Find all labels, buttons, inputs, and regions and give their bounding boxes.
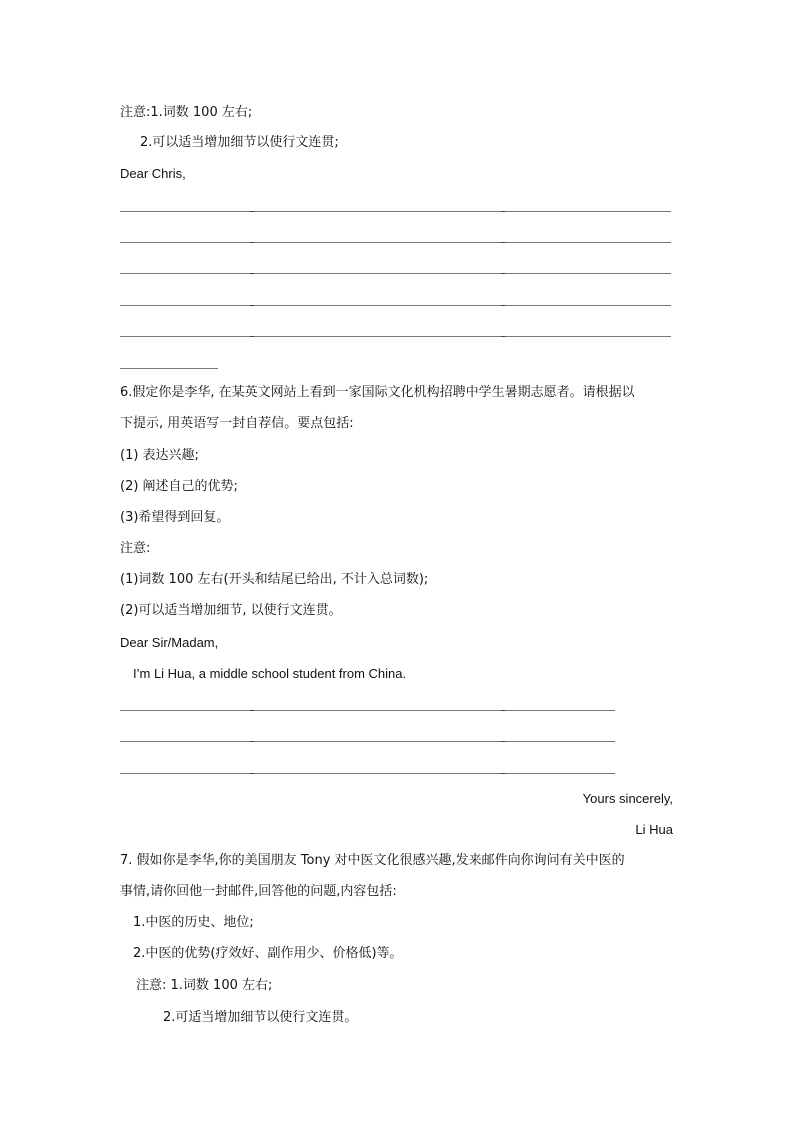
question-6-title-line-2: 下提示, 用英语写一封自荐信。要点包括: bbox=[120, 416, 354, 431]
writing-line bbox=[120, 710, 615, 711]
question-7-point-2: 2.中医的优势(疗效好、副作用少、价格低)等。 bbox=[133, 946, 403, 961]
question-7-point-1: 1.中医的历史、地位; bbox=[133, 915, 254, 930]
line-segment-mark bbox=[501, 305, 505, 306]
line-segment-mark bbox=[250, 305, 254, 306]
note-line-2: 2.可以适当增加细节以使行文连贯; bbox=[140, 135, 339, 150]
question-6-point-3: (3)希望得到回复。 bbox=[120, 510, 230, 525]
question-6-note-2: (2)可以适当增加细节, 以使行文连贯。 bbox=[120, 603, 342, 618]
line-segment-mark bbox=[501, 211, 505, 212]
letter-opening: I’m Li Hua, a middle school student from China. bbox=[133, 666, 407, 681]
writing-line-short bbox=[120, 368, 218, 369]
letter-signature: Li Hua bbox=[635, 822, 673, 837]
line-segment-mark bbox=[250, 710, 254, 711]
question-6-point-1: (1) 表达兴趣; bbox=[120, 448, 199, 463]
writing-line bbox=[120, 211, 671, 212]
letter-salutation: Dear Sir/Madam, bbox=[120, 635, 219, 650]
question-6-note-label: 注意: bbox=[120, 541, 151, 556]
line-segment-mark bbox=[250, 211, 254, 212]
writing-line bbox=[120, 242, 671, 243]
line-segment-mark bbox=[250, 242, 254, 243]
question-6-note-1: (1)词数 100 左右(开头和结尾已给出, 不计入总词数); bbox=[120, 572, 429, 587]
line-segment-mark bbox=[501, 741, 505, 742]
question-7-title-line-2: 事情,请你回他一封邮件,回答他的问题,内容包括: bbox=[120, 884, 397, 899]
letter-salutation: Dear Chris, bbox=[120, 166, 186, 181]
line-segment-mark bbox=[250, 741, 254, 742]
line-segment-mark bbox=[501, 773, 505, 774]
line-segment-mark bbox=[501, 336, 505, 337]
writing-line bbox=[120, 741, 615, 742]
writing-line bbox=[120, 305, 671, 306]
question-7-note-2: 2.可适当增加细节以使行文连贯。 bbox=[163, 1010, 358, 1025]
line-segment-mark bbox=[501, 273, 505, 274]
line-segment-mark bbox=[250, 336, 254, 337]
question-6-point-2: (2) 阐述自己的优势; bbox=[120, 479, 238, 494]
question-6-title-line-1: 6.假定你是李华, 在某英文网站上看到一家国际文化机构招聘中学生暑期志愿者。请根据以 bbox=[120, 385, 635, 400]
question-7-title-line-1: 7. 假如你是李华,你的美国朋友 Tony 对中医文化很感兴趣,发来邮件向你询问有关中医的 bbox=[120, 853, 625, 868]
line-segment-mark bbox=[501, 710, 505, 711]
line-segment-mark bbox=[250, 273, 254, 274]
line-segment-mark bbox=[250, 773, 254, 774]
writing-line bbox=[120, 773, 615, 774]
question-7-note-1: 注意: 1.词数 100 左右; bbox=[136, 978, 273, 993]
writing-line bbox=[120, 336, 671, 337]
letter-closing: Yours sincerely, bbox=[582, 791, 673, 806]
writing-line bbox=[120, 273, 671, 274]
line-segment-mark bbox=[501, 242, 505, 243]
note-line-1: 注意:1.词数 100 左右; bbox=[120, 105, 253, 120]
